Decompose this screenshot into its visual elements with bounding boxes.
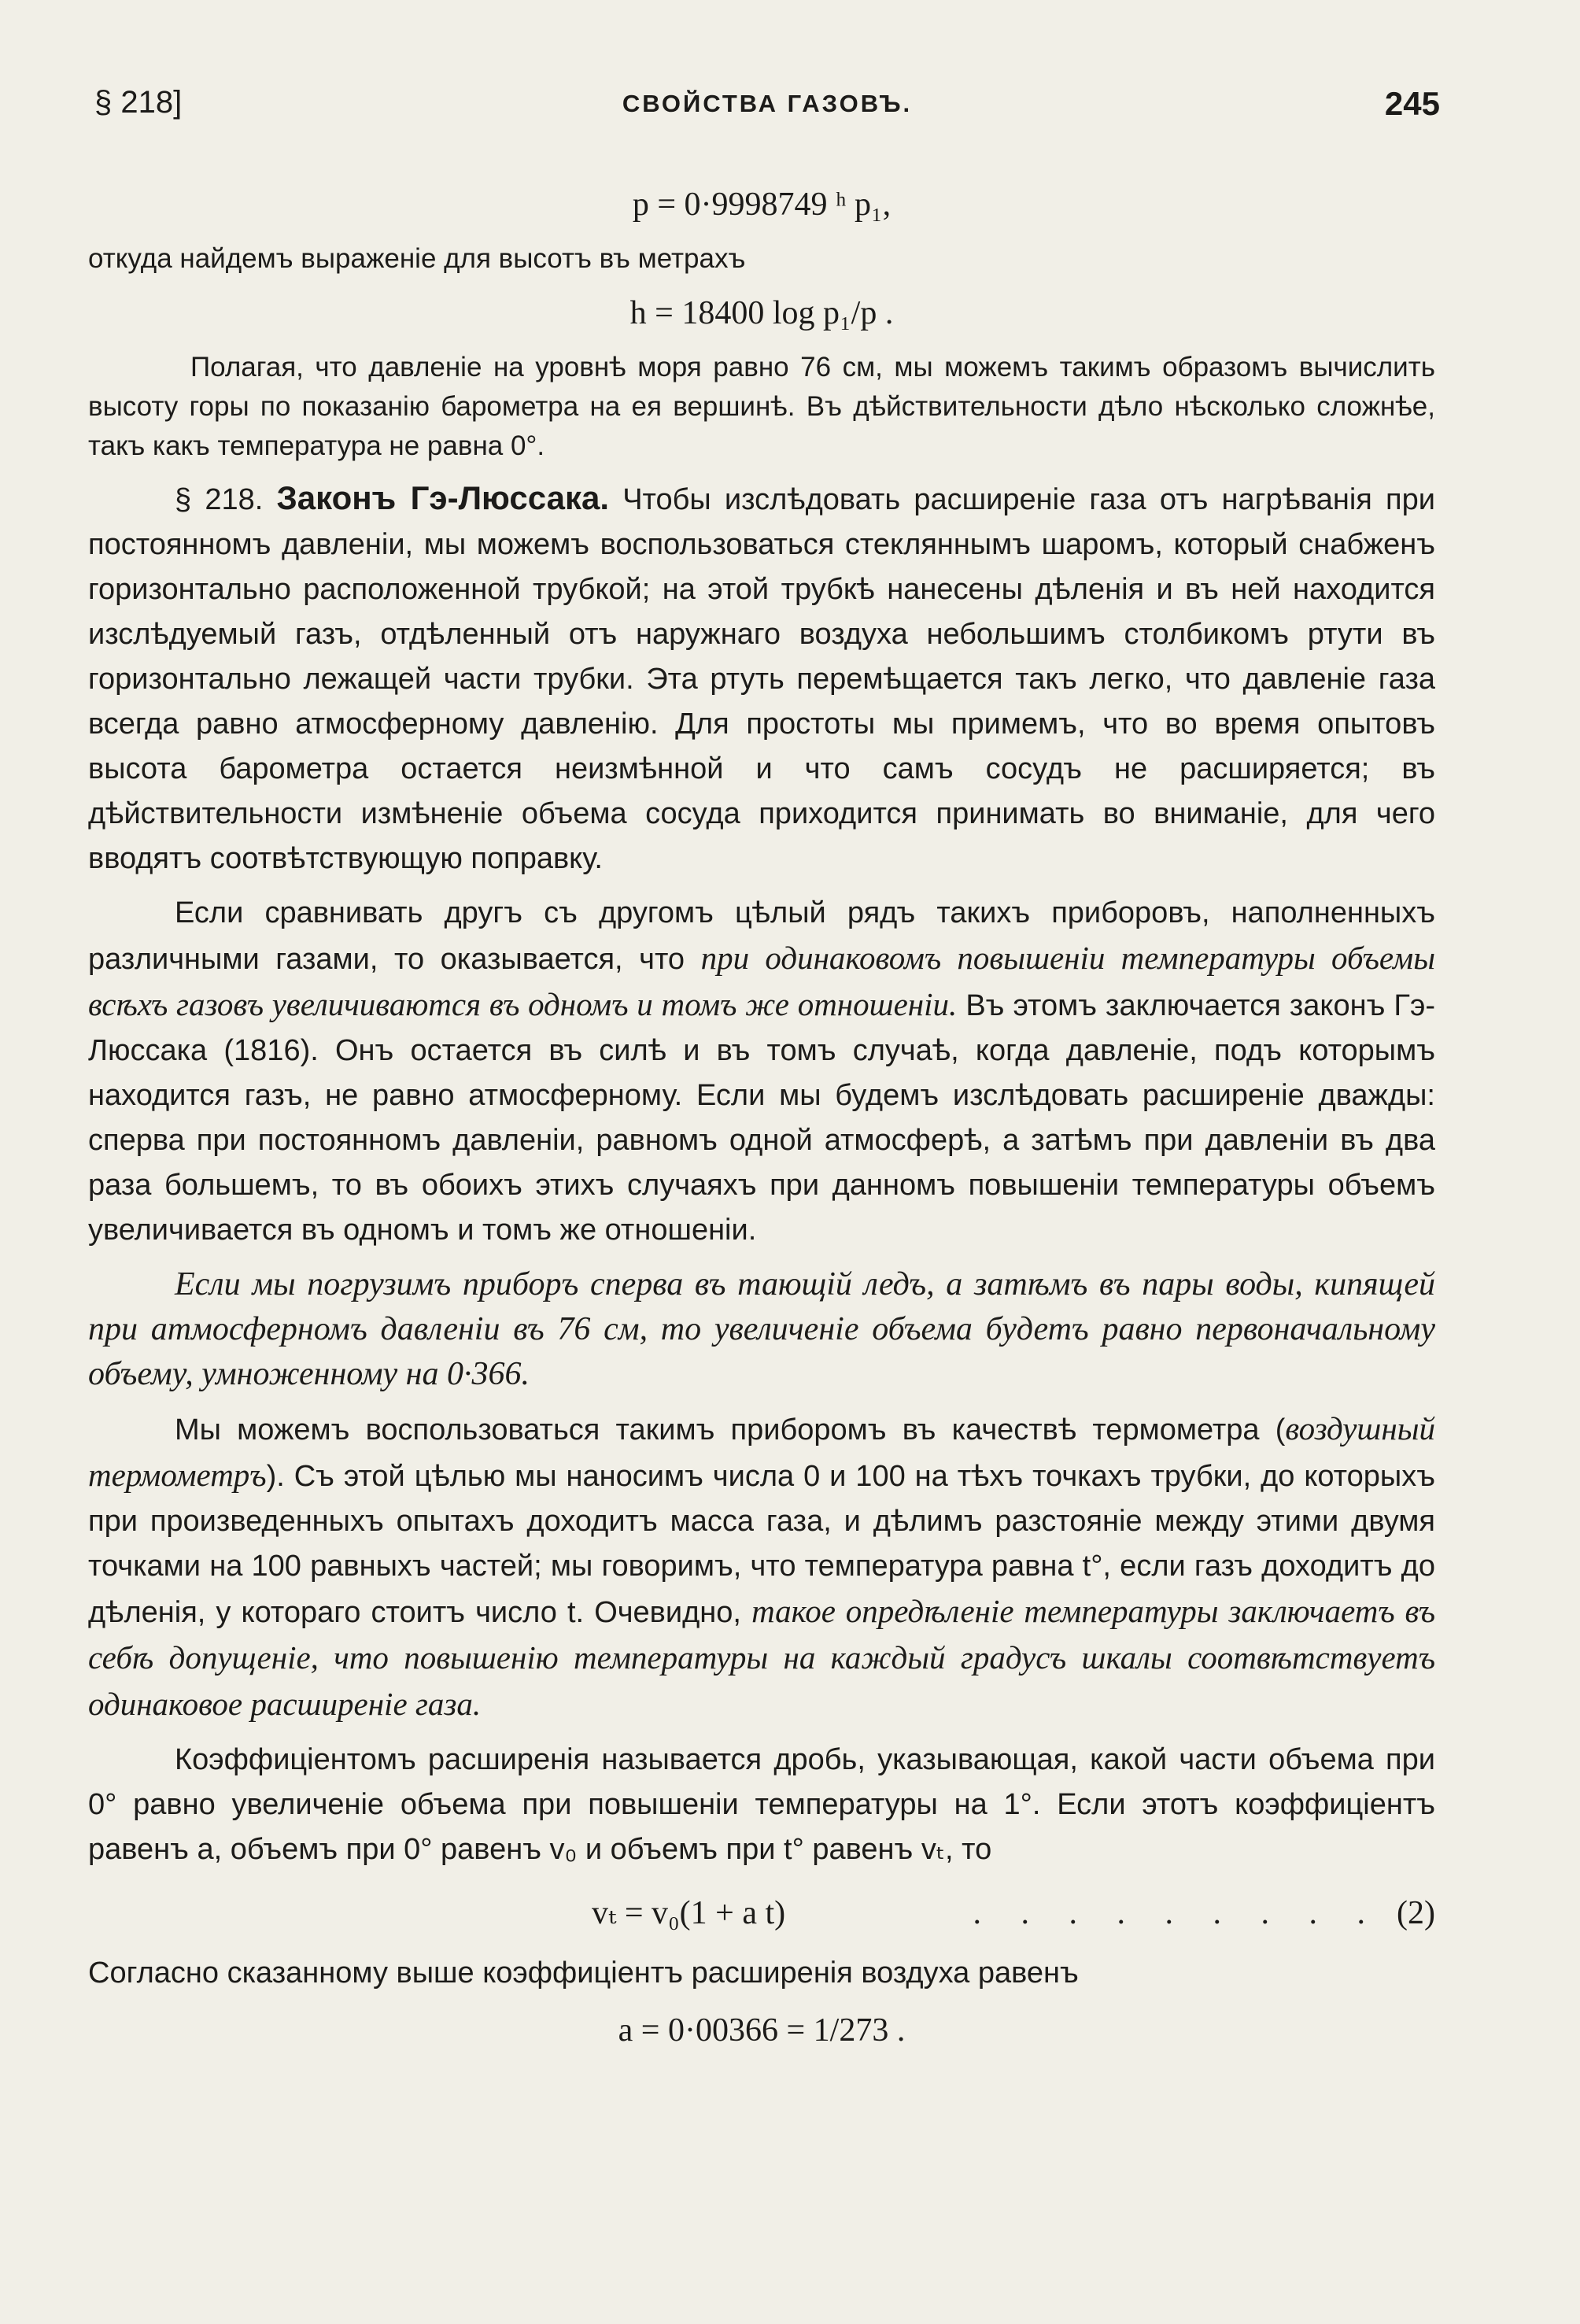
text-line-accordingly: Согласно сказанному выше коэффиціентъ расширенія воздуха равенъ <box>88 1956 1079 1990</box>
formula-height: h = 18400 log p₁/p . <box>629 295 894 331</box>
thermometer-text-2: ). Съ этой цѣлью мы наносимъ числа 0 и 100 на тѣхъ точкахъ трубки, до которыхъ при произведенныхъ опытахъ доходитъ масса газа, и дѣлимъ разстояніе между этими двумя точками на 100 равныхъ частей; мы говоримъ, что температура равна t°, если газъ доходитъ до дѣленія, у котораго стоитъ число t. Очевидно, <box>88 1460 1435 1629</box>
thermometer-italic-2: такое опредѣленіе температуры заключаетъ въ себѣ допущеніе, что повышенію температуры на каждый градусъ шкалы соотвѣтствуетъ одинаковое расширеніе газа. <box>88 1593 1435 1722</box>
paragraph-thermometer <box>88 1406 1435 1728</box>
thermometer-text-1: Мы можемъ воспользоваться такимъ приборомъ въ качествѣ термометра ( <box>175 1413 1286 1446</box>
formula-pressure: p = 0·9998749 ʰ p₁, <box>632 187 892 223</box>
page-number: 245 <box>1384 85 1440 122</box>
paragraph-compare <box>88 891 1435 1253</box>
formula-expansion <box>88 1888 1435 1938</box>
compare-text-1: Если сравнивать другъ съ другомъ цѣлый рядъ такихъ приборовъ, наполненныхъ различными газами, то оказывается, что <box>88 896 1435 976</box>
text-line-whence: откуда найдемъ выраженіе для высотъ въ метрахъ <box>88 243 746 274</box>
compare-italic: при одинаковомъ повышеніи температуры объемы всѣхъ газовъ увеличиваются въ одномъ и томъ же отношеніи. <box>88 940 1435 1022</box>
thermometer-italic-1: воздушный термометръ <box>88 1410 1435 1493</box>
page-header <box>94 85 1440 132</box>
paragraph-coefficient: Коэффиціентомъ расширенія называется дробь, указывающая, какой части объема при 0° равно увеличеніе объема при повышеніи температуры на 1°. Если этотъ коэффиціентъ равенъ a, объемъ при 0° равенъ v₀ и объемъ при t° равенъ vₜ, то <box>88 1743 1435 1866</box>
paragraph-italic-ice: Если мы погрузимъ приборъ сперва въ тающій ледъ, а затѣмъ въ пары воды, кипящей при атмосферномъ давленіи въ 76 см, то увеличеніе объема будетъ равно первоначальному объему, умноженному на 0·366. <box>88 1266 1435 1392</box>
formula-coefficient-air: a = 0·00366 = 1/273 . <box>618 2012 906 2049</box>
formula-expansion-expr: vₜ = v₀(1 + a t) <box>592 1895 786 1931</box>
section-text: Чтобы изслѣдовать расширеніе газа отъ нагрѣванія при постоянномъ давленіи, мы можемъ воспользоваться стекляннымъ шаромъ, который снабженъ горизонтально расположенной трубкой; на этой трубкѣ нанесены дѣленія и въ ней находится изслѣдуемый газъ, отдѣленный отъ наружнаго воздуха небольшимъ столбикомъ ртути въ горизонтально лежащей части трубки. Эта ртуть перемѣщается такъ легко, что давленіе газа всегда равно атмосферному давленію. Для простоты мы примемъ, что во время опытовъ высота барометра остается неизмѣнной и что самъ сосудъ не расширяется; въ дѣйствительности измѣненіе объема сосуда приходится принимать во вниманіе, для чего вводятъ соотвѣтствующую поправку. <box>88 483 1435 875</box>
paragraph-setting: Полагая, что давленіе на уровнѣ моря равно 76 см, мы можемъ такимъ образомъ вычислить высоту горы по показанію барометра на ея вершинѣ. Въ дѣйствительности дѣло нѣсколько сложнѣе, такъ какъ температура не равна 0°. <box>88 352 1435 461</box>
section-ref: § 218] <box>94 85 183 120</box>
formula-expansion-number: (2) <box>1397 1895 1435 1931</box>
running-title: СВОЙСТВА ГАЗОВЪ. <box>622 90 913 117</box>
section-number: § 218. <box>175 483 264 516</box>
paragraph-section-218 <box>88 475 1435 881</box>
page-body <box>88 172 1435 2065</box>
compare-text-2: Въ этомъ заключается законъ Гэ-Люссака (1816). Онъ остается въ силѣ и въ томъ случаѣ, когда давленіе, подъ которымъ находится газъ, не равно атмосферному. Если мы будемъ изслѣдовать расширеніе дважды: сперва при постоянномъ давленіи, равномъ одной атмосферѣ, а затѣмъ при давленіи въ два раза большемъ, то въ обоихъ этихъ случаяхъ при данномъ повышеніи температуры объемъ увеличивается въ одномъ и томъ же отношеніи. <box>88 989 1435 1247</box>
formula-expansion-dots: . . . . . . . . . <box>973 1895 1382 1931</box>
section-heading: Законъ Гэ-Люссака. <box>276 479 610 516</box>
